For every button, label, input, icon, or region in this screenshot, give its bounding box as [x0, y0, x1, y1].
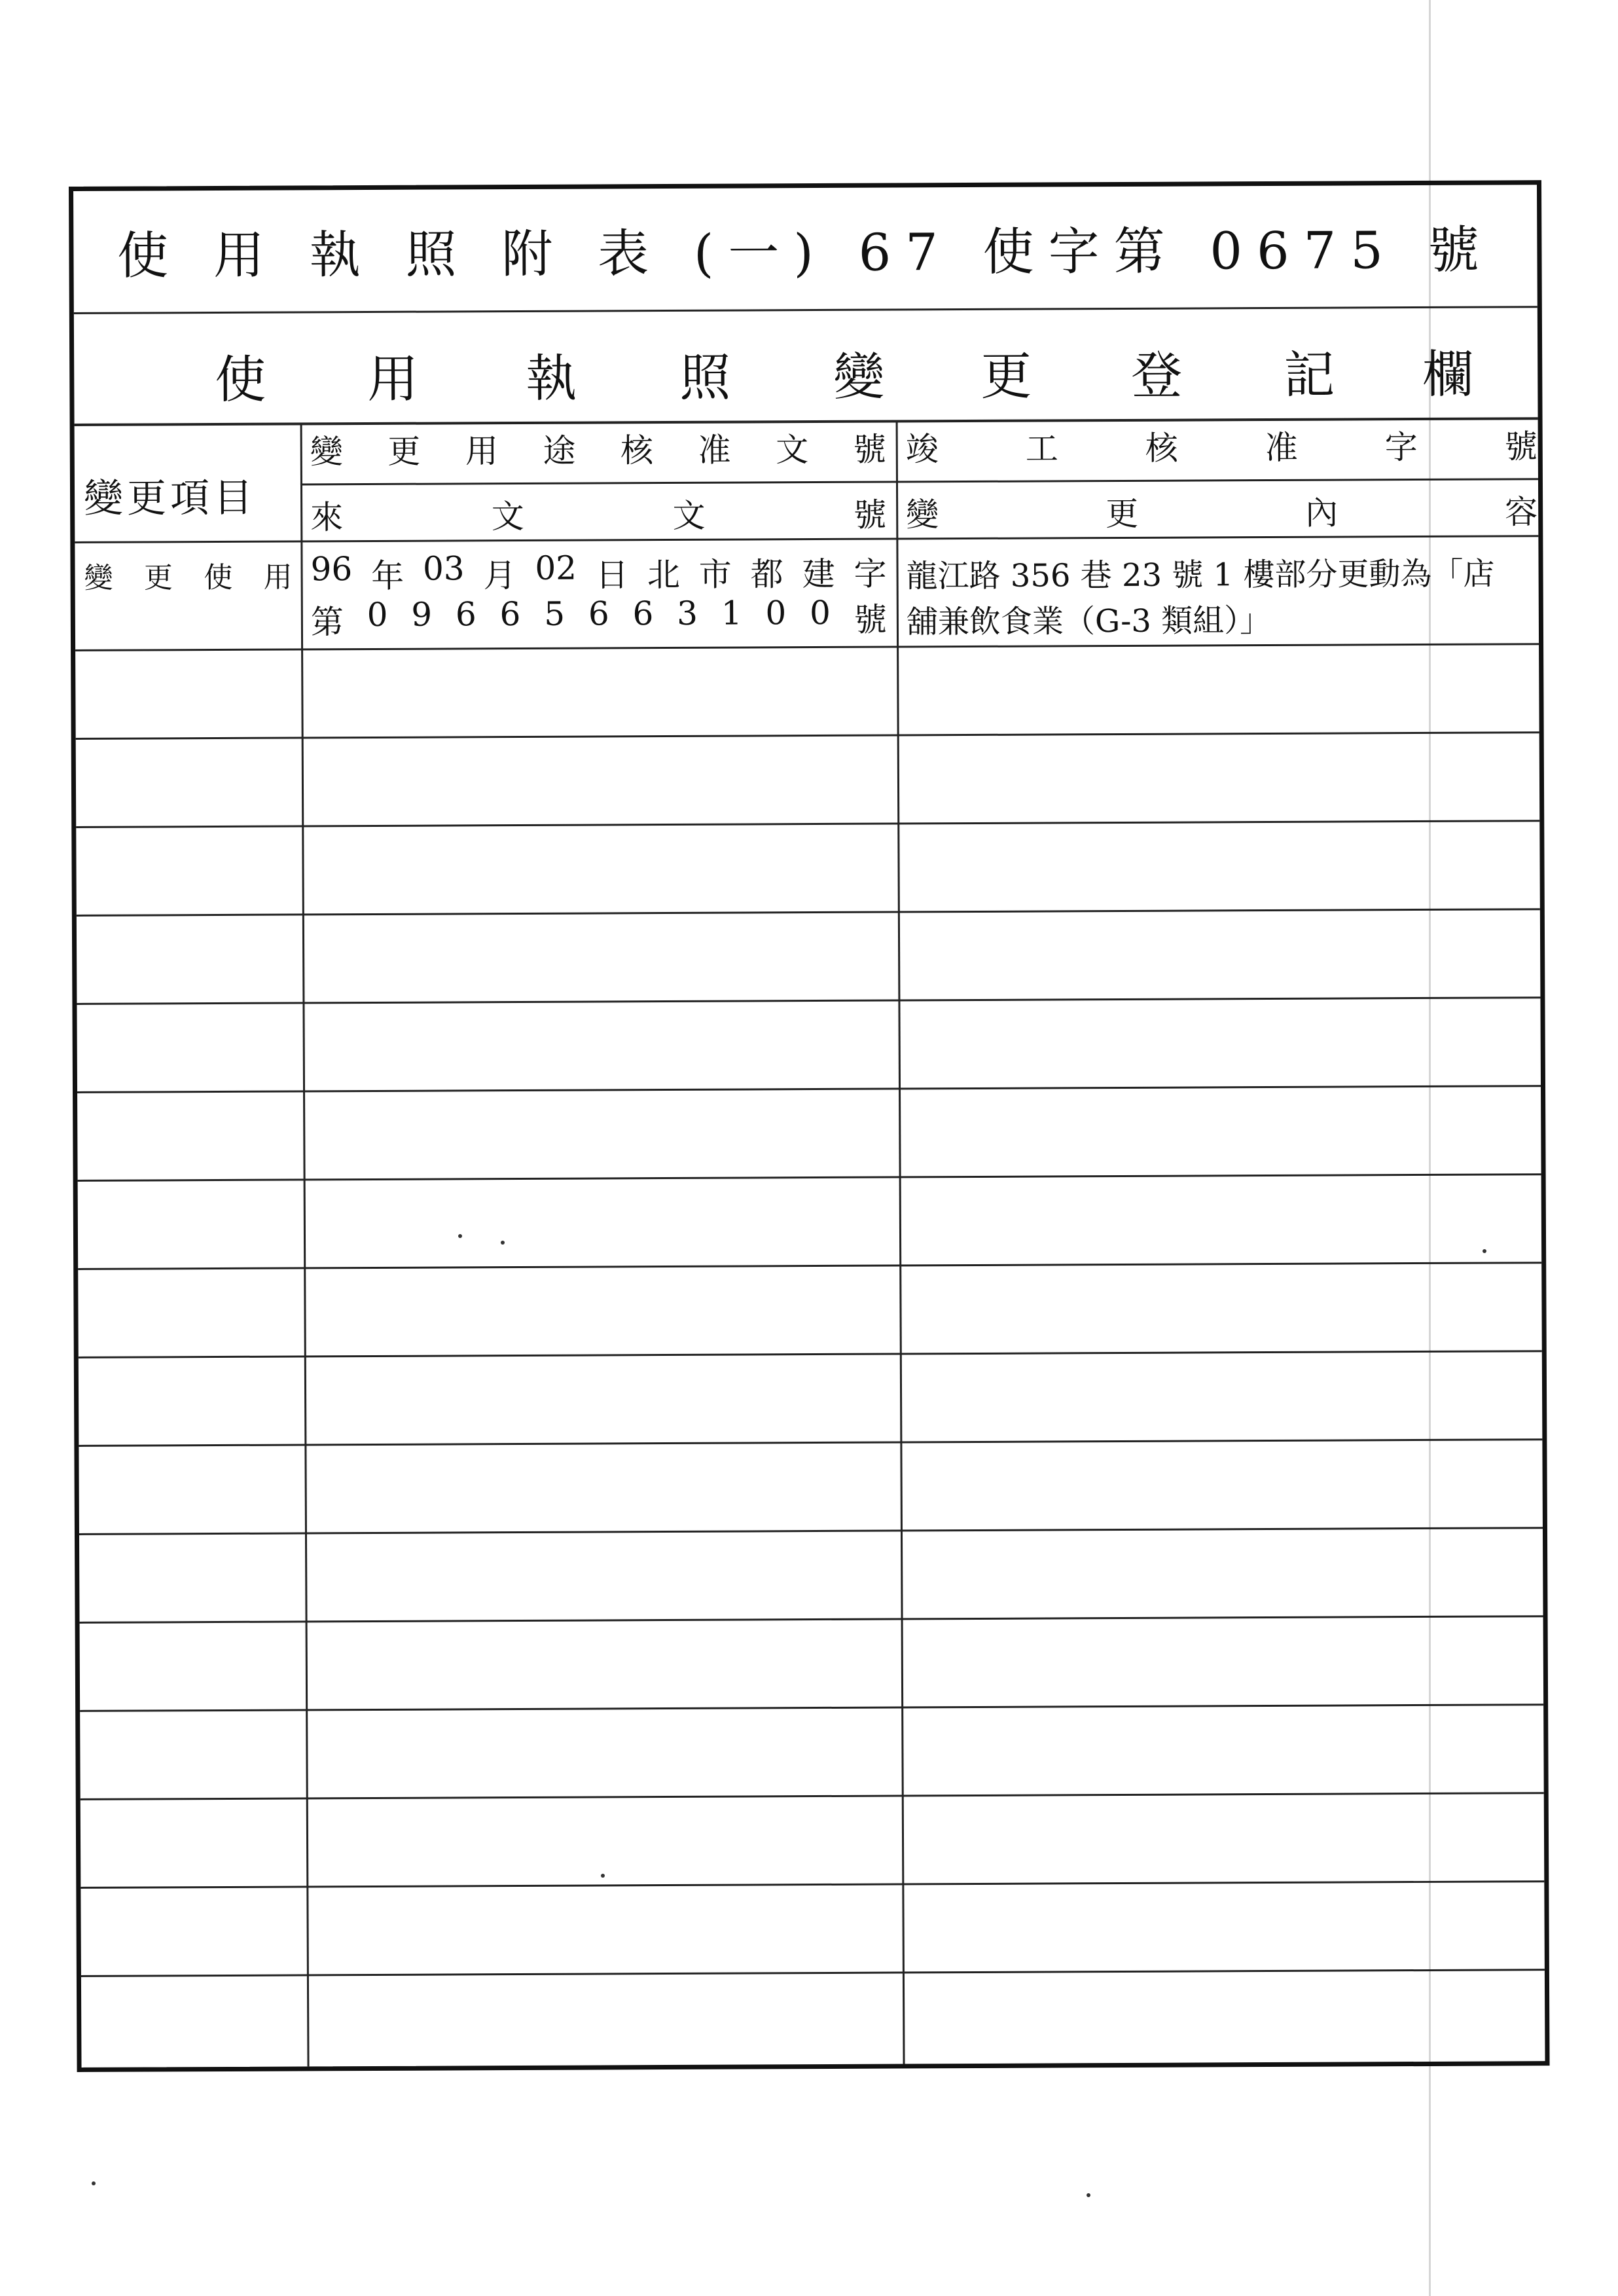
header-char: 用 — [465, 432, 499, 471]
row-char: 0 — [765, 594, 787, 632]
header-incoming-number — [310, 489, 886, 539]
form-table — [69, 180, 1550, 2072]
header-char: 文 — [672, 496, 706, 535]
form-subtitle-row — [74, 306, 1538, 426]
row-char: 9 — [411, 595, 433, 634]
column-divider — [300, 422, 310, 2066]
row-char: 更 — [143, 561, 173, 595]
row-char: 月 — [483, 556, 516, 595]
header-char: 更 — [1106, 494, 1139, 534]
subtitle-char: 更 — [980, 347, 1032, 407]
row-char: 96 — [310, 550, 353, 589]
row-char: 用 — [263, 560, 293, 594]
row-char: 6 — [632, 594, 654, 633]
row-line — [80, 1704, 1543, 1712]
scan-speck — [92, 2181, 96, 2185]
header-sub-divider — [300, 478, 1538, 485]
row-line — [76, 820, 1539, 828]
header-char: 變 — [906, 496, 939, 534]
form-title-row — [73, 185, 1537, 314]
row-char: 6 — [455, 595, 476, 634]
row-char: 字 — [854, 555, 887, 593]
row-change-item — [84, 554, 292, 596]
subtitle-char: 欄 — [1422, 345, 1474, 405]
row-char: 0 — [809, 593, 831, 632]
row-content-line-1: 龍江路 356 巷 23 號 1 樓部分更動為「店 — [906, 555, 1495, 595]
header-char: 文 — [776, 431, 809, 469]
header-char: 字 — [1384, 428, 1418, 467]
row-line — [79, 1527, 1543, 1535]
row-char: 日 — [595, 556, 629, 594]
subtitle-char: 使 — [215, 350, 266, 410]
row-char: 03 — [422, 549, 465, 588]
header-char: 文 — [491, 497, 524, 536]
row-line — [78, 1173, 1541, 1182]
row-char: 6 — [499, 594, 521, 634]
row-char: 1 — [721, 594, 742, 632]
header-char: 號 — [853, 430, 886, 469]
scan-speck — [1483, 1249, 1486, 1253]
row-char: 02 — [535, 549, 577, 587]
header-char: 號 — [1504, 428, 1537, 466]
row-char: 5 — [544, 594, 566, 633]
row-char: 市 — [698, 555, 732, 594]
header-char: 變 — [310, 433, 343, 471]
header-char: 號 — [854, 496, 887, 534]
row-char: 北 — [647, 555, 681, 594]
header-change-content — [906, 486, 1537, 536]
scan-speck — [1087, 2193, 1090, 2197]
row-line — [78, 1262, 1541, 1270]
subtitle-char: 登 — [1131, 346, 1183, 406]
row-content-line-2: 舖兼飲食業（G-3 類組）」 — [906, 602, 1272, 641]
row-line — [77, 996, 1540, 1005]
row-char: 0 — [367, 595, 388, 634]
scan-speck — [458, 1234, 462, 1238]
row-line — [80, 1615, 1543, 1624]
header-char: 工 — [1025, 429, 1058, 468]
subtitle-char: 記 — [1284, 346, 1335, 405]
header-char: 竣 — [905, 430, 939, 469]
header-char: 核 — [1145, 429, 1178, 467]
subtitle-char: 變 — [833, 348, 885, 407]
header-change-item: 變更項目 — [83, 475, 257, 522]
scan-speck — [601, 1874, 605, 1878]
row-line — [79, 1438, 1542, 1447]
row-char: 建 — [802, 555, 835, 594]
row-line — [81, 1880, 1544, 1889]
row-doc-line-1 — [310, 548, 886, 598]
row-line — [76, 731, 1539, 740]
subtitle-char: 用 — [367, 350, 419, 410]
row-line — [79, 1350, 1542, 1358]
header-char: 准 — [698, 431, 731, 469]
subtitle-char: 照 — [679, 348, 731, 408]
row-char: 使 — [204, 560, 233, 595]
row-doc-line-2 — [311, 594, 887, 644]
header-char: 核 — [620, 431, 654, 470]
row-char: 變 — [84, 561, 113, 595]
row-char: 年 — [371, 556, 404, 595]
row-char: 號 — [854, 600, 887, 639]
row-line — [77, 908, 1540, 917]
header-char: 途 — [543, 431, 576, 470]
row-char: 都 — [750, 555, 783, 594]
header-char: 准 — [1265, 428, 1298, 467]
header-char: 內 — [1305, 494, 1339, 532]
row-char: 第 — [310, 603, 344, 642]
header-bottom-line — [75, 535, 1538, 543]
form-title: 使 用 執 照 附 表 (一) 67 使字第 0675 號 — [117, 221, 1494, 286]
subtitle-char: 執 — [526, 349, 577, 409]
header-char: 更 — [387, 432, 421, 471]
header-char: 來 — [310, 498, 344, 537]
header-completion-number — [906, 420, 1537, 470]
column-divider — [896, 420, 905, 2064]
header-char: 容 — [1505, 493, 1538, 532]
row-line — [81, 1969, 1545, 1977]
row-line — [77, 1085, 1541, 1093]
header-approval-number — [310, 424, 886, 473]
row-line — [75, 643, 1539, 651]
row-char: 3 — [677, 594, 698, 632]
row-char: 6 — [588, 594, 609, 633]
row-line — [81, 1792, 1544, 1800]
scan-speck — [501, 1241, 505, 1245]
